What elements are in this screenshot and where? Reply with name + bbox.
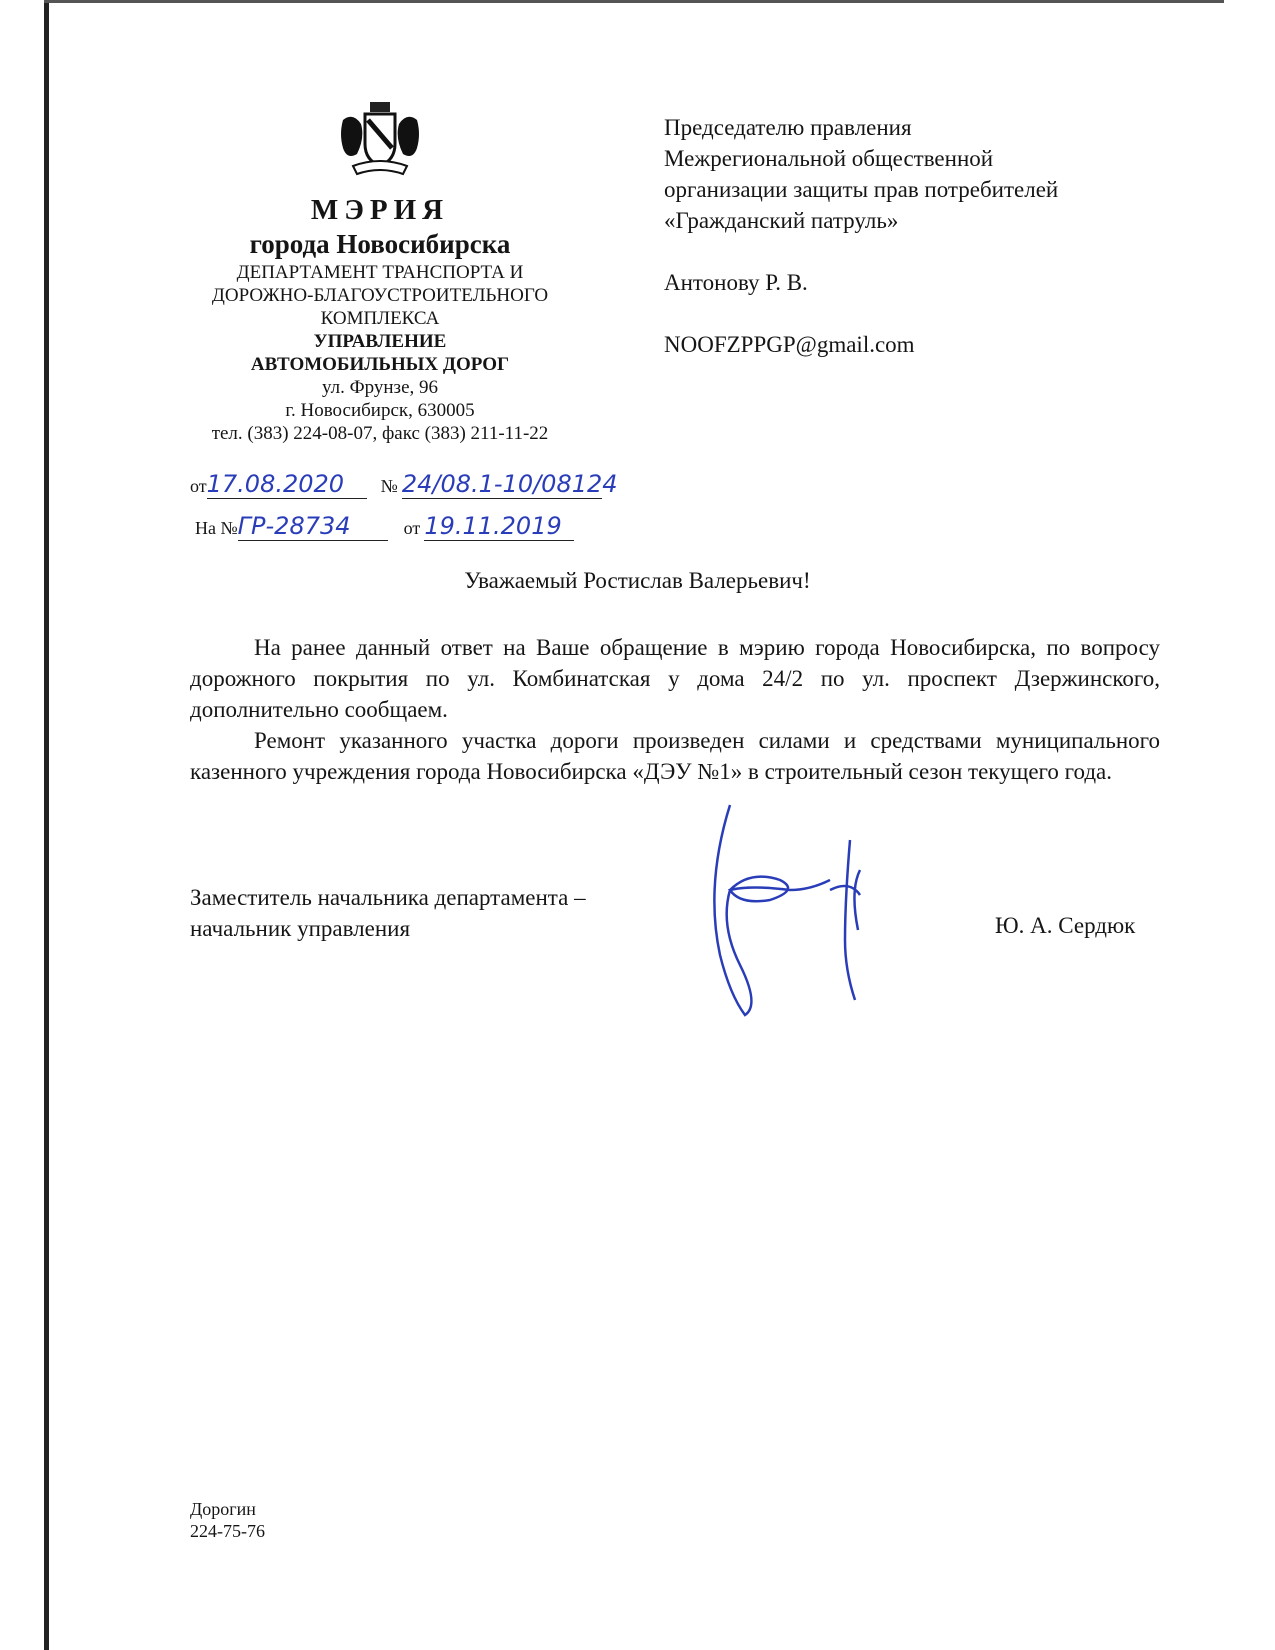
street: ул. Фрунзе, 96	[321, 377, 438, 398]
signatory-name: Ю. А. Сердюк	[995, 913, 1136, 938]
scan-edge	[44, 0, 49, 1650]
addressee-line: Председателю правления	[664, 115, 912, 140]
handwritten-signature-icon	[700, 800, 890, 1025]
paragraph: На ранее данный ответ на Ваше обращение в мэрию города Новосибирска, по вопросу дорожного покрытия по ул. Комбинатская у дома 24/2 по ул. проспект Дзержинского, дополнительно сообщаем.	[190, 635, 1160, 722]
addressee-email[interactable]: NOOFZPPGP@gmail.com	[664, 332, 915, 357]
addressee-line: организации защиты прав потребителей	[664, 177, 1059, 202]
addressee-name: Антонову Р. В.	[664, 270, 808, 295]
division-line: АВТОМОБИЛЬНЫХ ДОРОГ	[250, 354, 510, 375]
division-line: УПРАВЛЕНИЕ	[313, 331, 447, 352]
signatory-position	[190, 882, 586, 944]
reply-number: ГР-28734	[238, 512, 388, 541]
number-label: №	[380, 476, 398, 496]
salutation: Уважаемый Ростислав Валерьевич!	[464, 568, 811, 593]
executor-phone: 224-75-76	[190, 1521, 265, 1541]
scan-top-edge	[44, 0, 1224, 3]
letter-number: 24/08.1-10/08124	[401, 470, 618, 498]
reply-from-label: от	[403, 518, 421, 538]
addressee-line: Межрегиональной общественной	[664, 146, 994, 171]
department-line: КОМПЛЕКСА	[320, 308, 440, 329]
letter-date: 17.08.2020	[207, 470, 367, 499]
executor-name: Дорогин	[190, 1499, 256, 1519]
letter-body	[190, 632, 1160, 787]
phones: тел. (383) 224-08-07, факс (383) 211-11-22	[211, 423, 549, 444]
reply-label: На №	[195, 518, 238, 538]
executor-info	[190, 1498, 265, 1542]
addressee	[664, 112, 1058, 360]
department-line: ДОРОЖНО-БЛАГОУСТРОИТЕЛЬНОГО	[211, 285, 549, 306]
addressee-line: «Гражданский патруль»	[664, 208, 899, 233]
from-label: от	[190, 476, 207, 496]
department-line: ДЕПАРТАМЕНТ ТРАНСПОРТА И	[236, 262, 524, 283]
org-title: МЭРИЯ	[310, 194, 450, 226]
city-zip: г. Новосибирск, 630005	[285, 400, 475, 421]
org-city: города Новосибирска	[249, 229, 511, 259]
reply-line	[195, 512, 574, 541]
paragraph: Ремонт указанного участка дороги произведен силами и средствами муниципального казенного учреждения города Новосибирска «ДЭУ №1» в строительный сезон текущего года.	[190, 728, 1160, 784]
letterhead	[170, 100, 590, 445]
position-line: начальник управления	[190, 916, 411, 941]
registration-line	[190, 470, 618, 499]
position-line: Заместитель начальника департамента –	[190, 885, 586, 910]
reply-date: 19.11.2019	[424, 512, 574, 541]
